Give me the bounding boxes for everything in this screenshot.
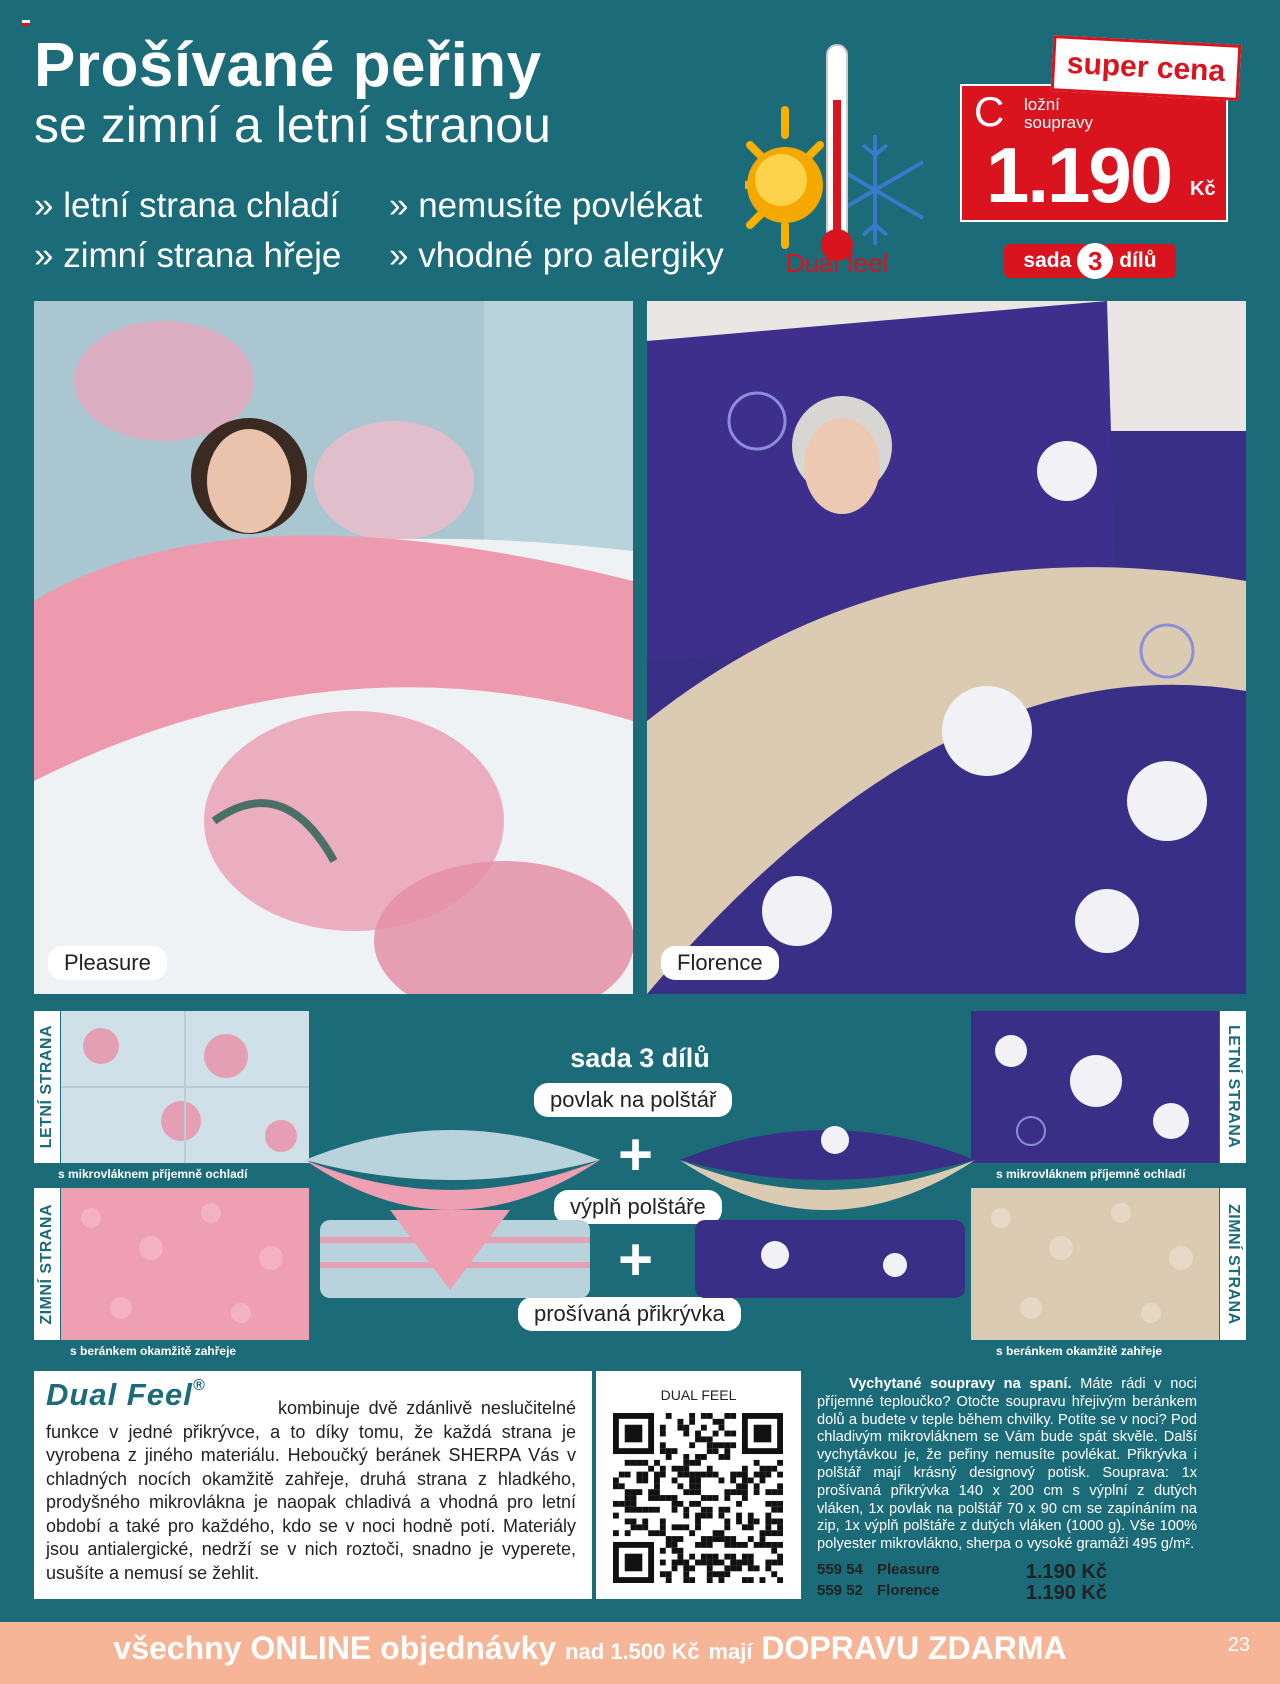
- caption-warm: s beránkem okamžitě zahřeje: [996, 1344, 1163, 1358]
- sun-icon: [745, 110, 823, 245]
- product-label: Florence: [661, 946, 779, 980]
- photo-florence: [647, 301, 1246, 994]
- set-image-pleasure: [300, 1090, 600, 1300]
- product-row: 559 54 Pleasure 1.190 Kč: [817, 1561, 1107, 1583]
- dual-feel-logo: [745, 40, 925, 280]
- price-badge: [960, 84, 1228, 222]
- swatch-florence-summer: [971, 1011, 1219, 1163]
- caption-cool: s mikrovláknem příjemně ochladí: [58, 1167, 248, 1181]
- details-description: Vychytané soupravy na spaní. Máte rádi v noci příjemné teploučko? Otočte soupravu hřejivým beránkem dolů a budete v teple během chvilky. Potíte se v noci? Pod chladivým mikrovláknem se Vám bude spát skvěle. Další vychytávkou je, že peřiny nemusíte povlékat. Přikrývka i polštář mají krásný designový potisk. Souprava: 1x prošívaná přikrývka 140 x 200 cm s výplní z dutých vláken, 1x povlak na polštář 70 x 90 cm se zapínáním na zip, 1x výplň polštáře z dutých vláken (1000 g). Vše 100% polyester mikrovlákno, sherpa o vysoké gramáži 495 g/m².: [817, 1376, 1198, 1553]
- set-title: sada 3 dílů: [570, 1043, 710, 1073]
- swatch-florence-winter: [971, 1188, 1219, 1340]
- footer-banner: [0, 1622, 1280, 1684]
- price-label: ložní soupravy: [1024, 95, 1093, 132]
- price-currency: Kč: [1190, 178, 1216, 200]
- side-label-summer: LETNÍ STRANA: [1220, 1011, 1246, 1163]
- qr-title: DUAL FEEL: [660, 1387, 737, 1403]
- thermometer-icon: [821, 45, 853, 261]
- plus-sign: +: [618, 1226, 654, 1293]
- swatch-pleasure-winter: [61, 1188, 309, 1340]
- set-prefix: sada: [1023, 249, 1072, 272]
- feature-list: [34, 186, 734, 276]
- caption-cool: s mikrovláknem příjemně ochladí: [996, 1167, 1186, 1181]
- page-number: 23: [1227, 1634, 1250, 1656]
- photo-pleasure: [34, 301, 633, 994]
- set-count: 3: [1077, 243, 1113, 279]
- price-value: 1.190: [986, 131, 1172, 219]
- product-label: Pleasure: [48, 946, 167, 980]
- set-item-pillow-filling: výplň polštáře: [554, 1190, 722, 1224]
- page-subtitle: se zimní a letní stranou: [34, 97, 551, 153]
- set-item-quilt: prošívaná přikrývka: [518, 1297, 741, 1331]
- side-label-summer: LETNÍ STRANA: [34, 1011, 60, 1163]
- c-symbol: C: [974, 88, 1005, 135]
- set-image-florence: [675, 1090, 975, 1300]
- qr-panel: [596, 1371, 801, 1599]
- swatch-pleasure-summer: [61, 1011, 309, 1163]
- plus-sign: +: [618, 1121, 654, 1188]
- page-title: Prošívané peřiny: [34, 31, 542, 100]
- footer-text: všechny ONLINE objednávky nad 1.500 Kč mají DOPRAVU ZDARMA: [113, 1630, 1067, 1666]
- feature-item: » vhodné pro alergiky: [389, 236, 724, 275]
- dual-feel-wordmark: Dual Feel®: [46, 1377, 206, 1412]
- set-item-pillowcase: povlak na polštář: [534, 1083, 732, 1117]
- side-label-winter: ZIMNÍ STRANA: [1220, 1188, 1246, 1340]
- side-label-winter: ZIMNÍ STRANA: [34, 1188, 60, 1340]
- feature-item: » letní strana chladí: [34, 186, 340, 225]
- product-row: 559 52 Florence 1.190 Kč: [817, 1582, 1107, 1604]
- set-suffix: dílů: [1119, 249, 1157, 272]
- feature-item: » nemusíte povlékat: [389, 186, 703, 225]
- qr-code-icon[interactable]: [613, 1413, 783, 1583]
- c-symbol: C: [809, 1371, 835, 1412]
- feature-item: » zimní strana hřeje: [34, 236, 342, 275]
- dual-feel-description: kombinuje dvě zdánlivě neslučitelné funkce v jedné přikrývce, a to díky tomu, že každá strana je vyrobena z jiného materiálu. Heboučký beránek SHERPA Vás v chladných nocích okamžitě zahřeje, druhá strana z hladkého, prodyšného mikrovlákna je naopak chladivá a vhodná pro letní období a také pro každého, kdo se v noci hodně potí. Materiály jsou antialergické, nedrží se v nich roztoči, snadno je vyperete, usušíte a nemusí se žehlit.: [46, 1398, 576, 1583]
- set-badge: [1004, 244, 1176, 278]
- super-cena-label: super cena: [1051, 35, 1242, 101]
- flag-icon: [22, 20, 30, 26]
- dual-feel-panel: [34, 1371, 592, 1599]
- caption-warm: s beránkem okamžitě zahřeje: [70, 1344, 237, 1358]
- brand-logo-text: Dual feel: [785, 248, 889, 278]
- details-panel: [805, 1371, 1198, 1604]
